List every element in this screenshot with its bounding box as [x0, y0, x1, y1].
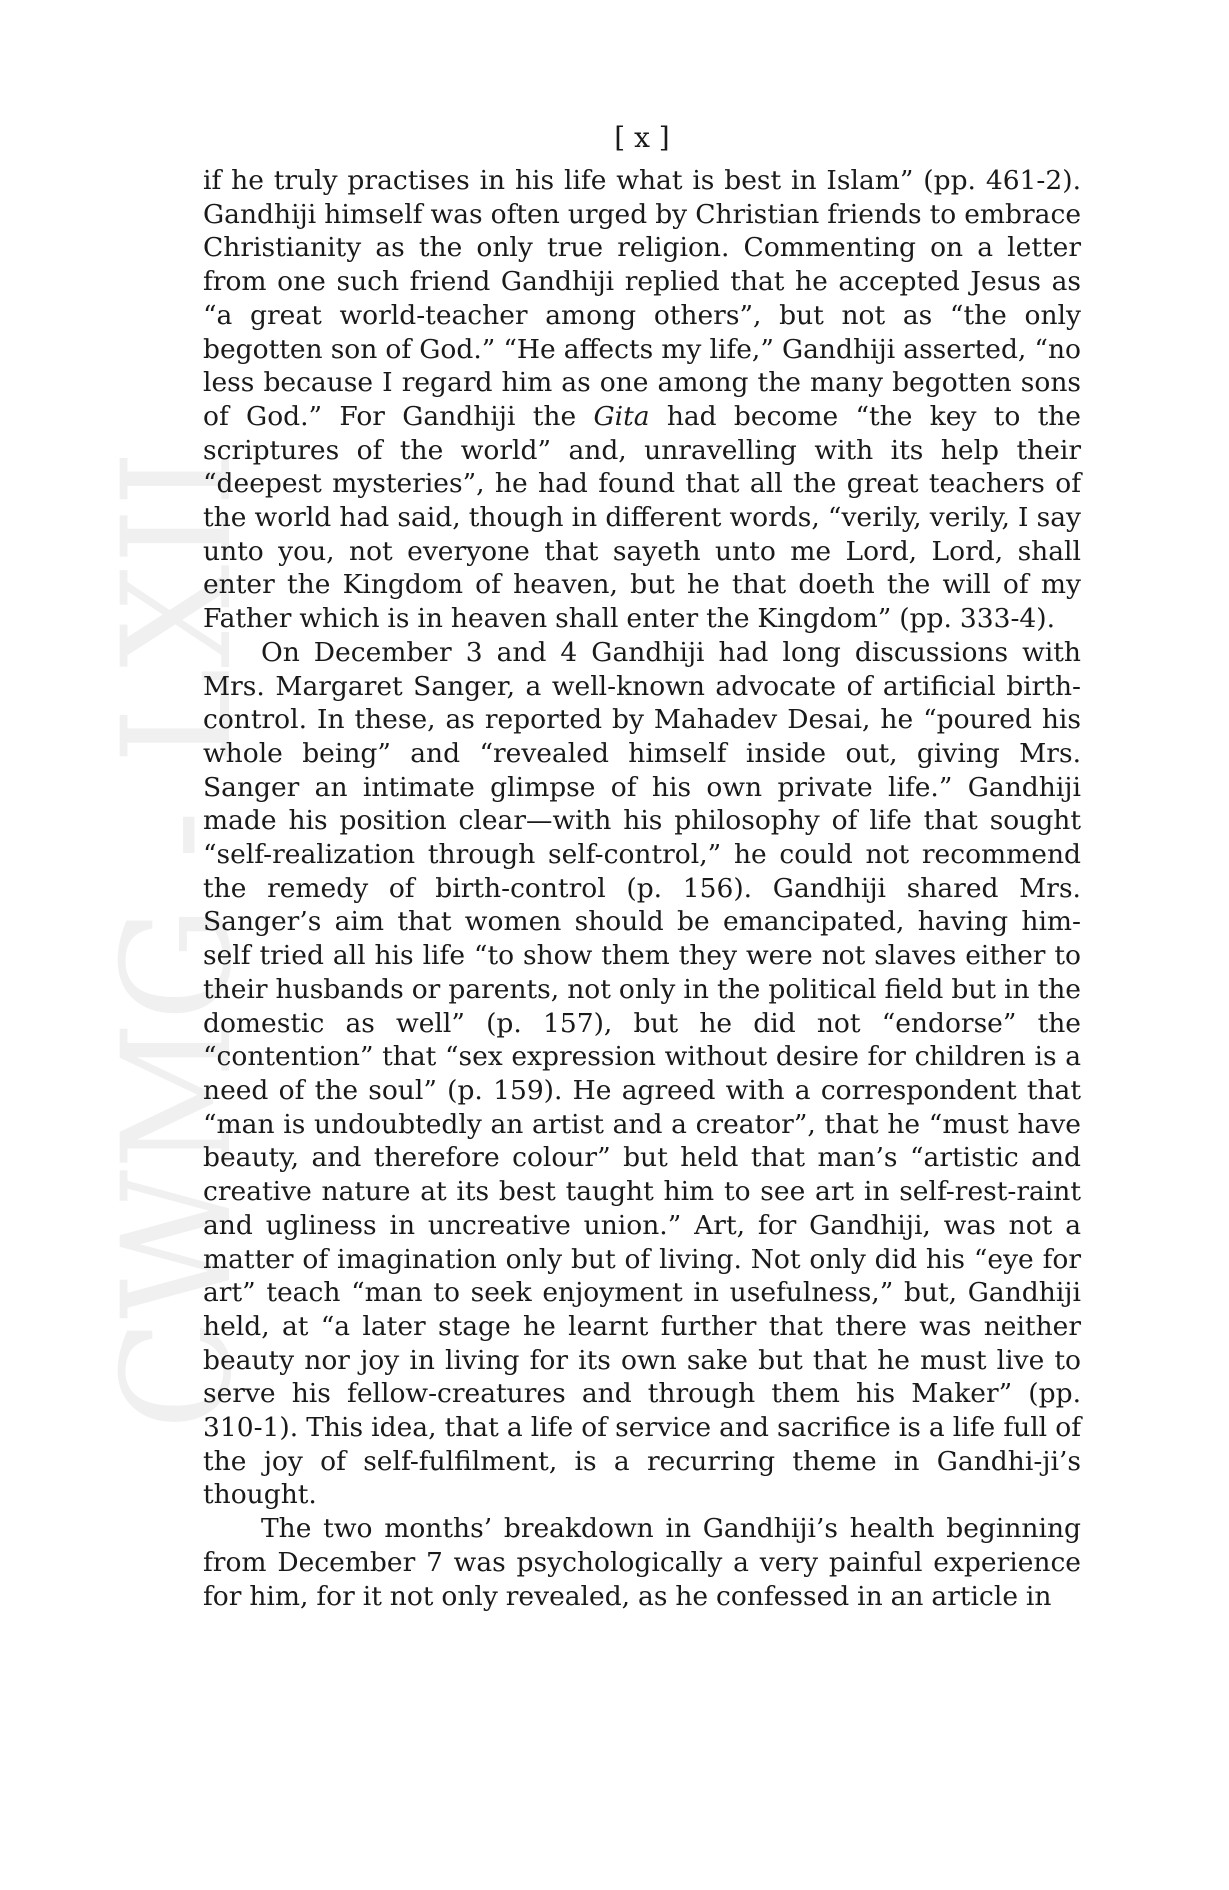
paragraph-p2: [203, 636, 1081, 1512]
document-page: [203, 118, 1081, 1613]
watermark-text: CWMG - LXII: [91, 416, 265, 1430]
italic-text: Gita: [593, 400, 650, 432]
paragraph-text: had become “the key to the scriptures of the world” and, unravelling with its help their “deepest mysteries”, he had found that all the great teachers of the world had said, though in different words, “verily, verily, I say unto you, not everyone that sayeth unto me Lord, Lord, shall enter the Kingdom of heaven, but he that doeth the will of my Father which is in heaven shall enter the Kingdom” (pp. 333-4).: [203, 400, 1081, 635]
paragraph-p3: [203, 1512, 1081, 1613]
paragraph-text: On December 3 and 4 Gandhiji had long discussions with Mrs. Margaret Sanger, a well-known advocate of artificial birth-control. In these, as reported by Mahadev Desai, he “poured his whole being” and “revealed himself inside out, giving Mrs. Sanger an intimate glimpse of his own private life.” Gandhiji made his position clear—with his philosophy of life that sought “self-realization through self-control,” he could not recommend the remedy of birth-control (p. 156). Gandhiji shared Mrs. Sanger’s aim that women should be emancipated, having him-self tried all his life “to show them they were not slaves either to their husbands or parents, not only in the political field but in the domestic as well” (p. 157), but he did not “endorse” the “contention” that “sex expression without desire for children is a need of the soul” (p. 159). He agreed with a correspondent that “man is undoubtedly an artist and a creator”, that he “must have beauty, and therefore colour” but held that man’s “artistic and creative nature at its best taught him to see art in self-rest-raint and ugliness in uncreative union.” Art, for Gandhiji, was not a matter of imagination only but of living. Not only did his “eye for art” teach “man to seek enjoyment in usefulness,” but, Gandhiji held, at “a later stage he learnt further that there was neither beauty nor joy in living for its own sake but that he must live to serve his fellow-creatures and through them his Maker” (pp. 310-1). This idea, that a life of service and sacrifice is a life full of the joy of self-fulfilment, is a recurring theme in Gandhi-ji’s thought.: [203, 636, 1081, 1511]
page-number: [203, 118, 1081, 158]
paragraph-text: if he truly practises in his life what is best in Islam” (pp. 461-2). Gandhiji himself was often urged by Christian friends to embrace Christianity as the only true religion. Commenting on a letter from one such friend Gandhiji replied that he accepted Jesus as “a great world-teacher among others”, but not as “the only begotten son of God.” “He affects my life,” Gandhiji asserted, “no less because I regard him as one among the many begotten sons of God.” For Gandhiji the: [203, 165, 1081, 432]
paragraph-text: The two months’ breakdown in Gandhiji’s health beginning from December 7 was psychologically a very painful experience for him, for it not only revealed, as he confessed in an article in: [203, 1513, 1081, 1612]
body-text: [203, 164, 1081, 1613]
page-number-text: [ x ]: [614, 121, 670, 154]
paragraph-p1: [203, 164, 1081, 636]
